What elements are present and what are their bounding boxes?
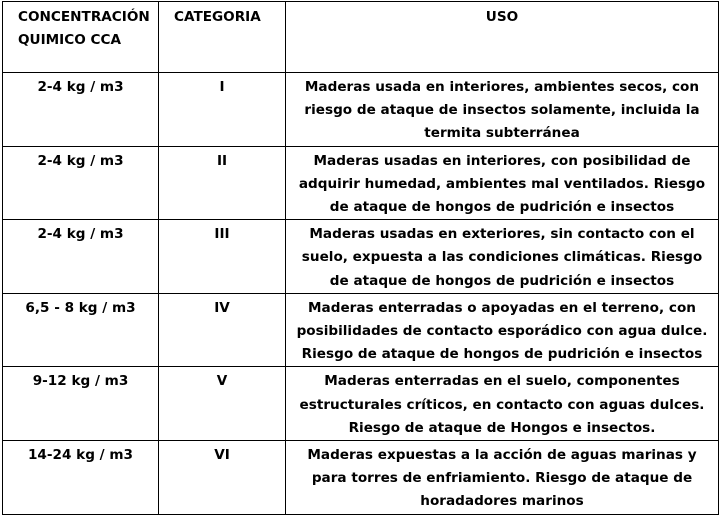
cell-categoria: V <box>159 367 286 441</box>
cell-uso: Maderas expuestas a la acción de aguas marinas y para torres de enfriamiento. Riesgo de ataque de horadadores marinos <box>286 441 719 515</box>
header-concentracion-line1: CONCENTRACIÓN <box>18 9 150 25</box>
cell-categoria: IV <box>159 293 286 367</box>
cell-concentracion: 2-4 kg / m3 <box>3 146 159 220</box>
header-categoria: CATEGORIA <box>159 2 286 73</box>
cell-uso: Maderas enterradas o apoyadas en el terreno, con posibilidades de contacto esporádico con agua dulce. Riesgo de ataque de hongos de pudrición e insectos <box>286 293 719 367</box>
cell-uso: Maderas usadas en exteriores, sin contacto con el suelo, expuesta a las condiciones climáticas. Riesgo de ataque de hongos de pudrición e insectos <box>286 220 719 294</box>
header-concentracion <box>3 2 159 73</box>
cell-concentracion: 2-4 kg / m3 <box>3 73 159 147</box>
table-row <box>3 293 719 367</box>
cell-categoria: III <box>159 220 286 294</box>
cell-categoria: VI <box>159 441 286 515</box>
table-row <box>3 73 719 147</box>
header-row <box>3 2 719 73</box>
cell-concentracion: 2-4 kg / m3 <box>3 220 159 294</box>
table-row <box>3 367 719 441</box>
cell-categoria: I <box>159 73 286 147</box>
header-concentracion-line2: QUIMICO CCA <box>18 32 121 49</box>
cell-uso: Maderas enterradas en el suelo, componentes estructurales críticos, en contacto con aguas dulces. Riesgo de ataque de Hongos e insectos. <box>286 367 719 441</box>
table-row <box>3 441 719 515</box>
header-uso: USO <box>286 2 719 73</box>
table-row <box>3 146 719 220</box>
cell-concentracion: 14-24 kg / m3 <box>3 441 159 515</box>
cell-concentracion: 6,5 - 8 kg / m3 <box>3 293 159 367</box>
cell-concentracion: 9-12 kg / m3 <box>3 367 159 441</box>
table-row <box>3 220 719 294</box>
cell-uso: Maderas usadas en interiores, con posibilidad de adquirir humedad, ambientes mal ventilados. Riesgo de ataque de hongos de pudrición e insectos <box>286 146 719 220</box>
cell-categoria: II <box>159 146 286 220</box>
cell-uso: Maderas usada en interiores, ambientes secos, con riesgo de ataque de insectos solamente, incluida la termita subterránea <box>286 73 719 147</box>
cca-treatment-table <box>2 1 719 515</box>
